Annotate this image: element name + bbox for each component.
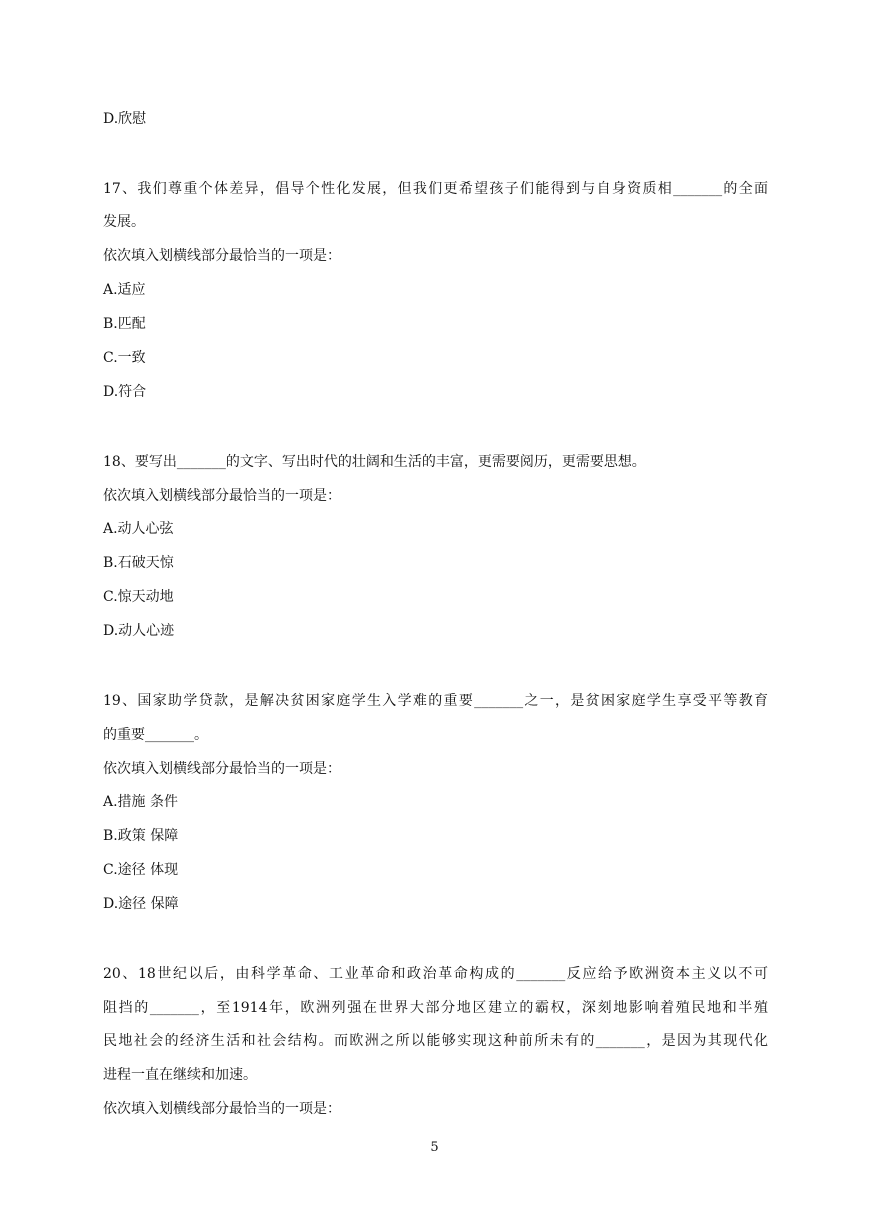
question-19-option-a: A.措施 条件 bbox=[103, 794, 179, 810]
question-18-option-a: A.动人心弦 bbox=[103, 521, 174, 537]
question-19-option-c: C.途径 体现 bbox=[103, 862, 179, 878]
prev-question-option-d: D.欣慰 bbox=[103, 111, 147, 127]
question-19-stem-line-1: 19、国家助学贷款，是解决贫困家庭学生入学难的重要_______之一，是贫困家庭学生享受平等教育 bbox=[103, 693, 768, 709]
question-17-option-b: B.匹配 bbox=[103, 316, 146, 332]
question-18-stem-line-1: 18、要写出_______的文字、写出时代的壮阔和生活的丰富，更需要阅历，更需要思想。 bbox=[103, 454, 646, 470]
question-17-stem-line-2: 发展。 bbox=[103, 214, 145, 230]
question-17-stem-line-1: 17、我们尊重个体差异，倡导个性化发展，但我们更希望孩子们能得到与自身资质相_______的全面 bbox=[103, 181, 768, 197]
question-20-stem-line-1: 20、18世纪以后，由科学革命、工业革命和政治革命构成的_______反应给予欧洲资本主义以不可 bbox=[103, 966, 768, 982]
question-17-prompt: 依次填入划横线部分最恰当的一项是： bbox=[103, 248, 341, 264]
question-18-option-c: C.惊天动地 bbox=[103, 589, 174, 605]
question-20-prompt: 依次填入划横线部分最恰当的一项是： bbox=[103, 1101, 341, 1117]
question-20-stem-line-3: 民地社会的经济生活和社会结构。而欧洲之所以能够实现这种前所未有的_______，是因为其现代化 bbox=[103, 1033, 768, 1049]
question-19-prompt: 依次填入划横线部分最恰当的一项是： bbox=[103, 761, 341, 777]
page-number: 5 bbox=[430, 1140, 439, 1155]
question-17-option-a: A.适应 bbox=[103, 282, 146, 298]
question-19-stem-line-2: 的重要_______。 bbox=[103, 727, 208, 743]
question-19-option-d: D.途径 保障 bbox=[103, 896, 179, 912]
question-19-option-b: B.政策 保障 bbox=[103, 828, 179, 844]
question-20-stem-line-2: 阻挡的_______，至1914年，欧洲列强在世界大部分地区建立的霸权，深刻地影响着殖民地和半殖 bbox=[103, 1000, 768, 1016]
question-18-prompt: 依次填入划横线部分最恰当的一项是： bbox=[103, 488, 341, 504]
question-18-option-d: D.动人心迹 bbox=[103, 623, 175, 639]
question-17-option-c: C.一致 bbox=[103, 350, 146, 366]
question-17-option-d: D.符合 bbox=[103, 384, 147, 400]
question-18-option-b: B.石破天惊 bbox=[103, 555, 174, 571]
question-20-stem-line-4: 进程一直在继续和加速。 bbox=[103, 1067, 257, 1083]
